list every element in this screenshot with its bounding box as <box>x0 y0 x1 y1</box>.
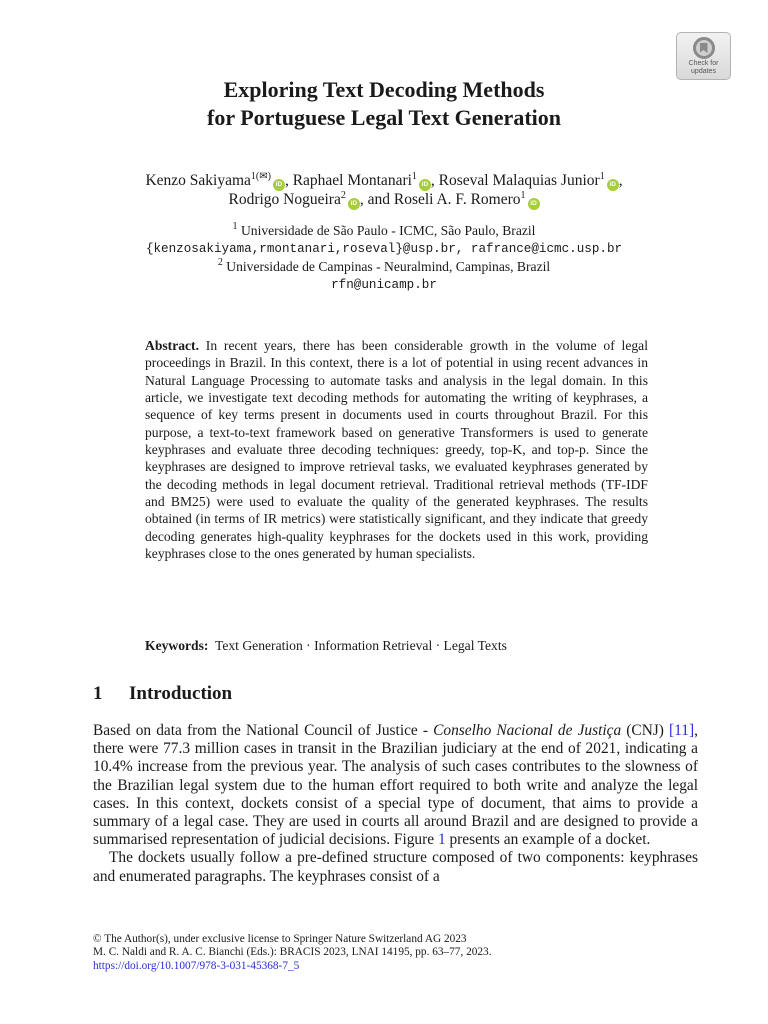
orcid-icon[interactable]: iD <box>348 198 360 210</box>
copyright-footer <box>93 933 713 973</box>
keywords <box>145 637 665 655</box>
check-for-updates-line2: updates <box>691 68 716 75</box>
paper-title <box>0 76 768 132</box>
affiliations <box>60 222 708 294</box>
author-name: Roseli A. F. Romero <box>393 191 521 208</box>
orcid-icon[interactable]: iD <box>607 179 619 191</box>
paper-title-line1: Exploring Text Decoding Methods <box>223 77 545 102</box>
author-separator: , <box>284 172 293 189</box>
affiliation-1 <box>60 222 708 240</box>
author-affiliation-mark: 2 <box>340 190 346 201</box>
author-list <box>60 172 708 210</box>
author-affiliation-mark: 1(✉) <box>250 171 271 182</box>
affiliation-mark: 1 <box>232 221 238 232</box>
section-title: Introduction <box>129 683 233 704</box>
author-affiliation-mark: 1 <box>520 190 526 201</box>
proceedings-citation: M. C. Naldi and R. A. C. Bianchi (Eds.): BRACIS 2023, LNAI 14195, pp. 63–77, 2023. <box>93 946 492 959</box>
abstract-text: In recent years, there has been considerable growth in the volume of legal proceedings in Brazil. In this context, there is a lot of potential in using recent advances in Natural Language Processing to automate tasks and analysis in the legal domain. In this article, we investigate text decoding methods for automating the writing of keyphrases, a sequence of key terms present in documents used in courts throughout Brazil. For this purpose, a text-to-text framework based on generative Transformers is used to generate keyphrases and evaluate three decoding techniques: greedy, top-K, and top-p. Since the keyphrases are designed to improve retrieval tasks, we evaluated keyphrases generated by the decoding methods in legal document retrieval. Traditional retrieval methods (TF-IDF and BM25) were used to evaluate the quality of the generated keyphrases. The results obtained (in terms of IR metrics) were statistically significant, and they indicate that greedy decoding generates high-quality keyphrases for the dockets used in this work, providing keyphrases close to the ones generated by human specialists. <box>145 338 648 562</box>
figure-reference-word: Figure <box>393 831 438 849</box>
check-for-updates-line1: Check for <box>688 60 719 67</box>
affiliation-text: Universidade de Campinas - Neuralmind, Campinas, Brazil <box>226 259 551 274</box>
paragraph <box>93 722 698 849</box>
author-name: Raphael Montanari <box>292 172 412 189</box>
paragraph-italic-text: Conselho Nacional de Justiça <box>433 722 622 739</box>
affiliation-mark: 2 <box>217 257 223 268</box>
author-separator: , and <box>359 191 394 208</box>
email-link[interactable]: {kenzosakiyama,rmontanari,roseval}@usp.br, rafrance@icmc.usp.br <box>145 242 623 256</box>
copyright-line: © The Author(s), under exclusive license to Springer Nature Switzerland AG 2023 <box>93 933 467 945</box>
paper-title-line2: for Portuguese Legal Text Generation <box>207 105 561 130</box>
author-separator: , <box>430 172 439 189</box>
abstract-label: Abstract. <box>145 338 199 353</box>
doi-link[interactable]: https://doi.org/10.1007/978-3-031-45368-7_5 <box>93 959 300 972</box>
check-for-updates-icon <box>693 37 715 59</box>
author-line-1 <box>60 172 708 191</box>
paragraph-text: presents an example of a docket. <box>445 831 651 849</box>
author-name: Kenzo Sakiyama <box>145 172 251 189</box>
affiliation-1-emails <box>60 240 708 258</box>
paragraph-text: Based on data from the National Council of Justice - <box>93 722 434 739</box>
author-name: Rodrigo Nogueira <box>228 191 341 208</box>
orcid-icon[interactable]: iD <box>528 198 540 210</box>
affiliation-2 <box>60 258 708 276</box>
orcid-icon[interactable]: iD <box>273 179 285 191</box>
email-link[interactable]: rfn@unicamp.br <box>331 278 437 292</box>
orcid-icon[interactable]: iD <box>419 179 431 191</box>
keywords-text: Text Generation · Information Retrieval · Legal Texts <box>215 638 507 653</box>
body-text <box>93 722 698 886</box>
author-name: Roseval Malaquias Junior <box>438 172 600 189</box>
figure-reference-link[interactable]: 1 <box>437 831 446 849</box>
affiliation-text: Universidade de São Paulo - ICMC, São Paulo, Brazil <box>240 223 536 238</box>
affiliation-2-emails <box>60 276 708 294</box>
author-affiliation-mark: 1 <box>599 171 605 182</box>
check-for-updates-badge[interactable] <box>676 32 731 80</box>
paragraph-text: , there were 77.3 million cases in transit in the Brazilian judiciary at the end of 2021, indicating a 10.4% increase from the previous year. The analysis of such cases contributes to the slowness of the Brazilian legal system due to the human effort required to both write and analyze the legal cases. In this context, dockets consist of a special type of document, that aims to provide a summary of a legal case. They are used in courts all around Brazil and are designed to provide a summarised representation of judicial decisions. <box>93 722 698 849</box>
author-separator: , <box>618 172 623 189</box>
keywords-label: Keywords: <box>145 638 209 653</box>
paragraph: The dockets usually follow a pre-defined structure composed of two components: keyphrases and enumerated paragraphs. The keyphrases consist of a <box>93 849 698 885</box>
abstract <box>145 337 648 562</box>
citation-link[interactable]: [11] <box>669 722 695 739</box>
author-line-2 <box>60 191 708 210</box>
section-number: 1 <box>93 683 103 704</box>
section-heading <box>93 682 693 706</box>
paragraph-text: (CNJ) <box>621 722 670 739</box>
author-affiliation-mark: 1 <box>411 171 417 182</box>
